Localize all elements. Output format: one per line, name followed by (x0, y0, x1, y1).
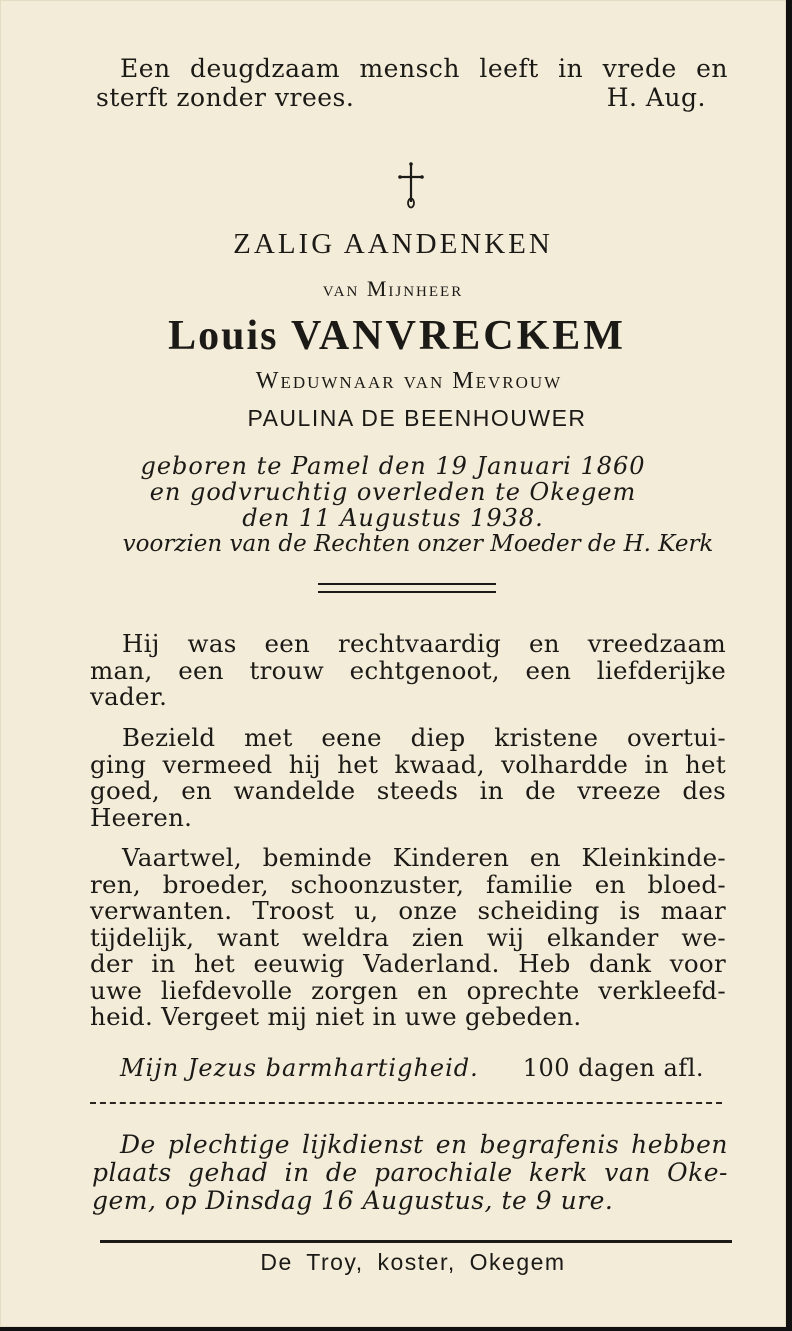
motto-line-1: Een deugdzaam mensch leeft in vrede en (120, 54, 728, 83)
deceased-name (4, 312, 790, 360)
sacraments-line: voorzien van de Rechten onzer Moeder de H. Kerk (122, 531, 714, 557)
prayer: Mijn Jezus barmhartigheid. (120, 1054, 479, 1082)
death-date-line: den 11 Augustus 1938. (242, 504, 544, 532)
indulgence-days: 100 dagen afl. (522, 1054, 704, 1082)
p1-line: man, een trouw echtgenoot, een liefderijke (90, 655, 726, 685)
p3-line: heid. Vergeet mij niet in uwe gebeden. (90, 1002, 582, 1031)
first-name: Louis (168, 313, 279, 359)
indulgence-line (120, 1054, 704, 1082)
life-dates (0, 453, 786, 557)
motto-source: H. Aug. (606, 83, 706, 112)
funeral-line: plaats gehad in de parochiale kerk van Oke- (92, 1158, 728, 1187)
p2-line: Bezield met eene diep kristene overtui- (122, 723, 726, 752)
widower-of: Weduwnaar van Mevrouw (255, 368, 563, 394)
funeral-line: gem, op Dinsdag 16 Augustus, te 9 ure. (92, 1186, 614, 1215)
bottom-divider (100, 1240, 732, 1243)
birth-line: geboren te Pamel den 19 Januari 1860 (140, 452, 646, 480)
motto (96, 54, 728, 112)
p3-line: uwe liefdevolle zorgen en oprechte verkleefd- (90, 975, 726, 1005)
p2-line: Heeren. (90, 802, 193, 832)
motto-line-2 (96, 83, 728, 112)
dotted-divider (90, 1102, 722, 1104)
scan-edge-bottom (0, 1327, 792, 1331)
p3-line: tijdelijk, want weldra zien wij elkander we- (90, 922, 726, 952)
printer-imprint: De Troy, koster, Okegem (260, 1249, 566, 1275)
p2-line: goed, en wandelde steeds in de vreeze des (90, 776, 726, 805)
cross-icon (396, 160, 426, 210)
double-divider (318, 583, 496, 593)
p2-line: ging vermeed hij het kwaad, volhardde in het (90, 749, 726, 779)
p1-line: Hij was een rechtvaardig en vreedzaam (122, 629, 726, 658)
p3-line: der in het eeuwig Vaderland. Heb dank voor (90, 949, 726, 978)
motto-text: sterft zonder vrees. (96, 83, 355, 112)
death-line: en godvruchtig overleden te Okegem (149, 478, 637, 506)
paragraph-1 (90, 629, 726, 711)
in-memoriam-heading: ZALIG AANDENKEN (233, 228, 553, 260)
van-mijnheer: van Mijnheer (322, 276, 464, 301)
p3-line: ren, broeder, schoonzuster, familie en bloed- (90, 869, 726, 899)
scan-edge-right (786, 0, 792, 1331)
p3-line: Vaartwel, beminde Kinderen en Kleinkinde- (122, 843, 726, 872)
surname: VANVRECKEM (290, 313, 626, 359)
paragraph-2 (90, 723, 726, 832)
paragraph-3 (90, 843, 726, 1031)
wife-name: PAULINA DE BEENHOUWER (247, 405, 587, 431)
funeral-notice (92, 1131, 728, 1215)
p3-line: verwanten. Troost u, onze scheiding is maar (90, 896, 726, 925)
p1-line: vader. (90, 682, 168, 711)
funeral-line: De plechtige lijkdienst en begrafenis hebben (120, 1130, 728, 1159)
